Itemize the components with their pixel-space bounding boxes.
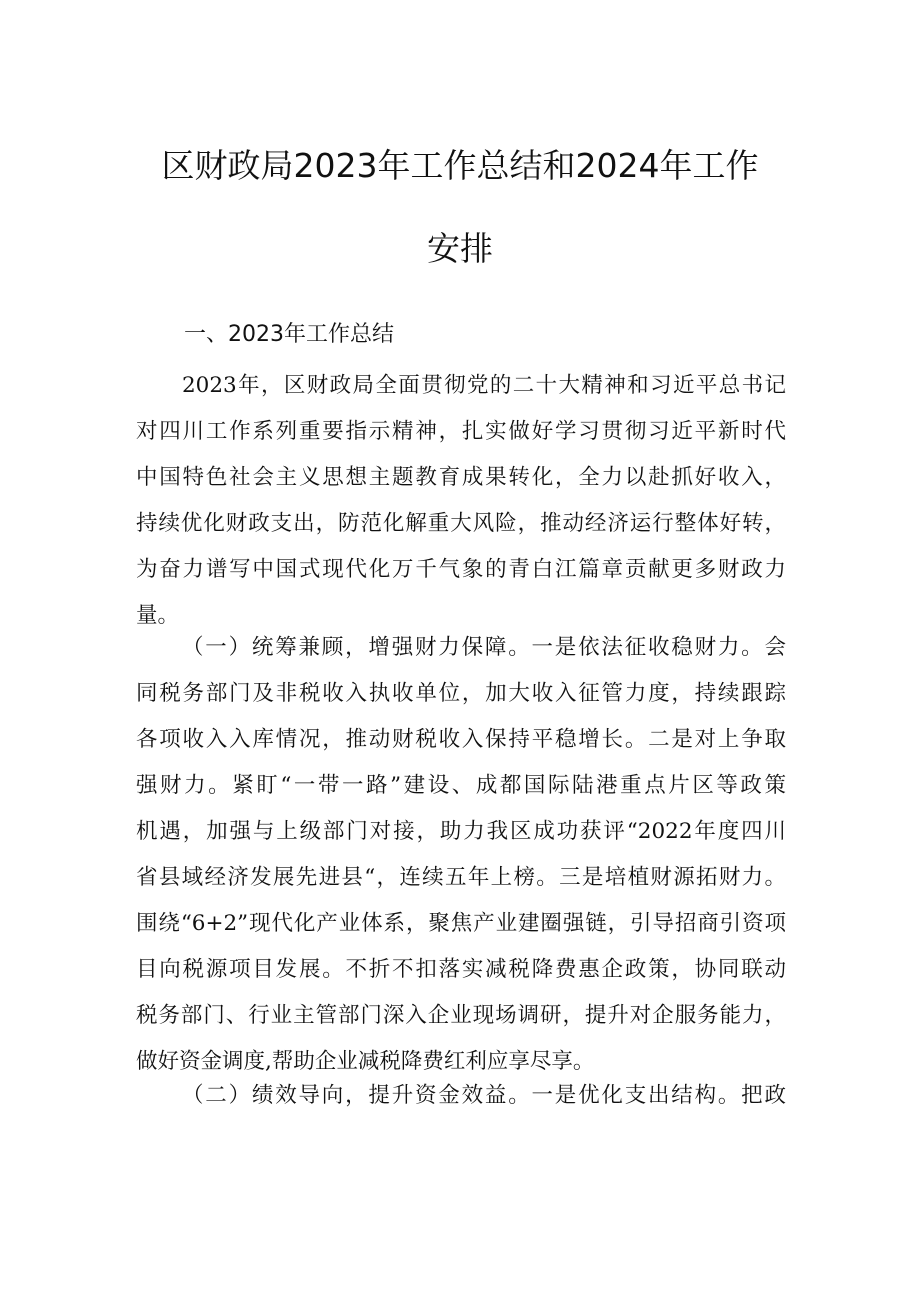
- paragraph-line: 目向税源项目发展。不折不扣落实减税降费惠企政策，协同联动: [136, 957, 786, 982]
- paragraph-performance: [136, 1073, 786, 1119]
- paragraph-line: 省县域经济发展先进县“，连续五年上榜。三是培植财源拓财力。: [136, 865, 786, 890]
- paragraph-line: 同税务部门及非税收入执收单位，加大收入征管力度，持续跟踪: [136, 681, 786, 706]
- paragraph-line: 强财力。紧盯“一带一路”建设、成都国际陆港重点片区等政策: [136, 773, 786, 798]
- paragraph-line: 各项收入入库情况，推动财税收入保持平稳增长。二是对上争取: [136, 727, 786, 752]
- paragraph-line: 持续优化财政支出，防范化解重大风险，推动经济运行整体好转，: [136, 511, 786, 536]
- paragraph-line: 围绕“6+2”现代化产业体系，聚焦产业建圈强链，引导招商引资项: [136, 911, 786, 936]
- paragraph-line: 税务部门、行业主管部门深入企业现场调研，提升对企服务能力，: [136, 1003, 786, 1028]
- paragraph-line: 机遇，加强与上级部门对接，助力我区成功获评“2022年度四川: [136, 819, 786, 844]
- document-title-line-1: 区财政局2023年工作总结和2024年工作: [161, 146, 759, 185]
- paragraph-line: 对四川工作系列重要指示精神，扎实做好学习贯彻习近平新时代: [136, 419, 786, 444]
- paragraph-line: 2023年，区财政局全面贯彻党的二十大精神和习近平总书记: [182, 373, 786, 398]
- paragraph-line: 为奋力谱写中国式现代化万千气象的青白江篇章贡献更多财政力: [136, 557, 786, 582]
- paragraph-line: 中国特色社会主义思想主题教育成果转化，全力以赴抓好收入，: [136, 465, 786, 490]
- document-title-line-2: 安排: [427, 229, 493, 268]
- paragraph-line: （二）绩效导向，提升资金效益。一是优化支出结构。把政: [182, 1083, 786, 1108]
- paragraph-line: 做好资金调度,帮助企业减税降费红利应享尽享。: [136, 1049, 595, 1074]
- paragraph-line: （一）统筹兼顾，增强财力保障。一是依法征收稳财力。会: [182, 635, 786, 660]
- paragraph-line: 量。: [136, 603, 180, 628]
- section-heading-2023-summary: 一、2023年工作总结: [184, 322, 394, 347]
- paragraph-2023-overview: [136, 363, 786, 639]
- paragraph-fiscal-capacity: [136, 625, 786, 1085]
